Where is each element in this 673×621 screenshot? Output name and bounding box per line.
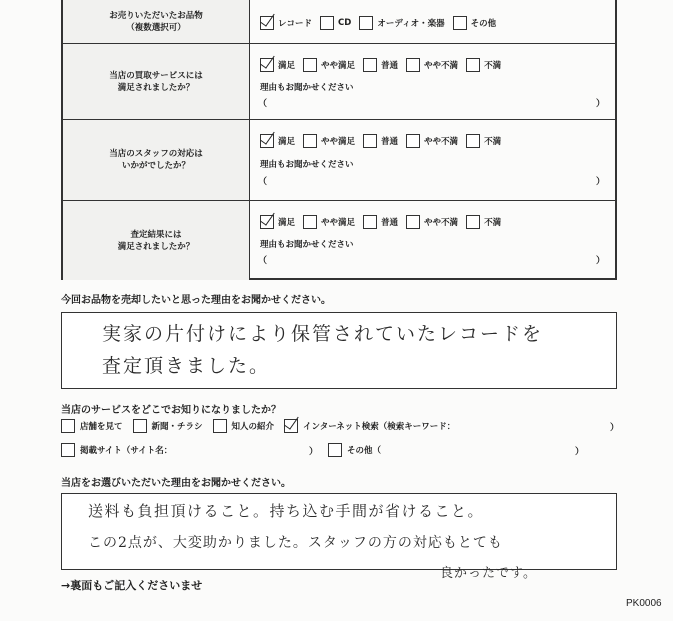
option-label: 店舗を見て: [80, 422, 123, 432]
source-options-other: [328, 443, 381, 457]
reason-label: 理由もお聞かせください: [260, 83, 354, 93]
option-label: CD: [338, 18, 352, 28]
paren-close: ）: [596, 177, 606, 187]
sell-reason-handwriting-line2: 査定頂きました。: [102, 355, 271, 377]
checkbox-dissatisfied[interactable]: [466, 215, 480, 229]
checkbox-satisfied[interactable]: [260, 134, 274, 148]
row-service: [63, 44, 615, 120]
form-code: PK0006: [626, 598, 662, 609]
source-options-line1: [61, 419, 455, 433]
reason-label: 理由もお聞かせください: [260, 240, 354, 250]
source-options-line2: [61, 443, 172, 457]
checkbox-neutral[interactable]: [363, 58, 377, 72]
question-items: お売りいただいたお品物 （複数選択可）: [63, 0, 250, 43]
checkbox-internet-search[interactable]: [284, 419, 298, 433]
choice-reason-handwriting-line3: 良かったです。: [440, 566, 537, 581]
option-label: やや不満: [424, 218, 459, 228]
option-label: その他: [470, 19, 497, 29]
option-label: 普通: [381, 218, 399, 228]
checkbox-listing-site[interactable]: [61, 443, 75, 457]
option-label: 掲載サイト（サイト名：: [80, 446, 173, 456]
option-label: オーディオ・楽器: [377, 19, 445, 29]
source-label: 当店のサービスをどこでお知りになりましたか？: [61, 405, 281, 416]
options-staff: [260, 134, 509, 148]
row-items: [63, 0, 615, 44]
sell-reason-label: 今回お品物を売却したいと思った理由をお聞かせください。: [61, 295, 331, 306]
sell-reason-handwriting-line1: 実家の片付けにより保管されていたレコードを: [102, 323, 544, 345]
option-label: 満足: [278, 218, 296, 228]
footer-note: →裏面もご記入くださいませ: [61, 579, 203, 592]
checkbox-somewhat-satisfied[interactable]: [303, 58, 317, 72]
option-label: 満足: [278, 61, 296, 71]
option-label: 不満: [484, 218, 502, 228]
choice-reason-handwriting-line1: 送料も負担頂けること。持ち込む手間が省けること。: [88, 502, 485, 520]
checkbox-cd[interactable]: [320, 16, 334, 30]
option-label: その他（: [347, 446, 382, 456]
option-label: 普通: [381, 61, 399, 71]
option-label: 知人の紹介: [231, 422, 275, 432]
checkbox-somewhat-dissatisfied[interactable]: [406, 215, 420, 229]
checkbox-satisfied[interactable]: [260, 58, 274, 72]
options-items: [260, 16, 504, 30]
question-service: 当店の買取サービスには 満足されましたか？: [63, 44, 250, 119]
checkbox-satisfied[interactable]: [260, 215, 274, 229]
checkbox-other[interactable]: [453, 16, 467, 30]
checkbox-audio[interactable]: [359, 16, 373, 30]
checkbox-store[interactable]: [61, 419, 75, 433]
checkbox-somewhat-dissatisfied[interactable]: [406, 134, 420, 148]
reason-label: 理由もお聞かせください: [260, 160, 354, 170]
checkbox-neutral[interactable]: [363, 134, 377, 148]
option-label: やや不満: [424, 137, 459, 147]
checkbox-somewhat-satisfied[interactable]: [303, 134, 317, 148]
option-label: やや満足: [321, 61, 356, 71]
checkbox-record[interactable]: [260, 16, 274, 30]
checkbox-somewhat-satisfied[interactable]: [303, 215, 317, 229]
option-label: 新聞・チラシ: [151, 422, 203, 432]
choice-reason-handwriting-line2: この2点が、大変助かりました。スタッフの方の対応もとても: [88, 535, 503, 551]
question-staff: 当店のスタッフの対応は いかがでしたか？: [63, 120, 250, 200]
option-label: 満足: [278, 137, 296, 147]
option-label: やや満足: [321, 137, 356, 147]
checkbox-dissatisfied[interactable]: [466, 58, 480, 72]
row-staff: [63, 120, 615, 201]
option-label: 普通: [381, 137, 399, 147]
checkbox-referral[interactable]: [213, 419, 227, 433]
source-line2-close: ）: [575, 447, 585, 457]
paren-close: ）: [596, 99, 606, 109]
paren-open: （: [258, 177, 268, 187]
option-label: 不満: [484, 61, 502, 71]
row-appraisal: [63, 201, 615, 280]
option-label: やや満足: [321, 218, 356, 228]
options-appraisal: [260, 215, 509, 229]
source-line2-mid-close: ）: [309, 447, 319, 457]
option-label: レコード: [278, 19, 313, 29]
checkbox-somewhat-dissatisfied[interactable]: [406, 58, 420, 72]
checkbox-dissatisfied[interactable]: [466, 134, 480, 148]
paren-open: （: [258, 99, 268, 109]
source-line1-close: ）: [610, 423, 620, 433]
option-label: インターネット検索（検索キーワード：: [303, 422, 456, 432]
option-label: やや不満: [424, 61, 459, 71]
checkbox-newspaper[interactable]: [133, 419, 147, 433]
sell-reason-box[interactable]: [61, 312, 617, 389]
paren-close: ）: [596, 256, 606, 266]
paren-open: （: [258, 256, 268, 266]
checkbox-source-other[interactable]: [328, 443, 342, 457]
choice-reason-label: 当店をお選びいただいた理由をお聞かせください。: [61, 478, 291, 489]
options-service: [260, 58, 509, 72]
checkbox-neutral[interactable]: [363, 215, 377, 229]
choice-reason-box[interactable]: [61, 493, 617, 570]
option-label: 不満: [484, 137, 502, 147]
survey-table: [61, 0, 617, 280]
question-appraisal: 査定結果には 満足されましたか？: [63, 201, 250, 280]
